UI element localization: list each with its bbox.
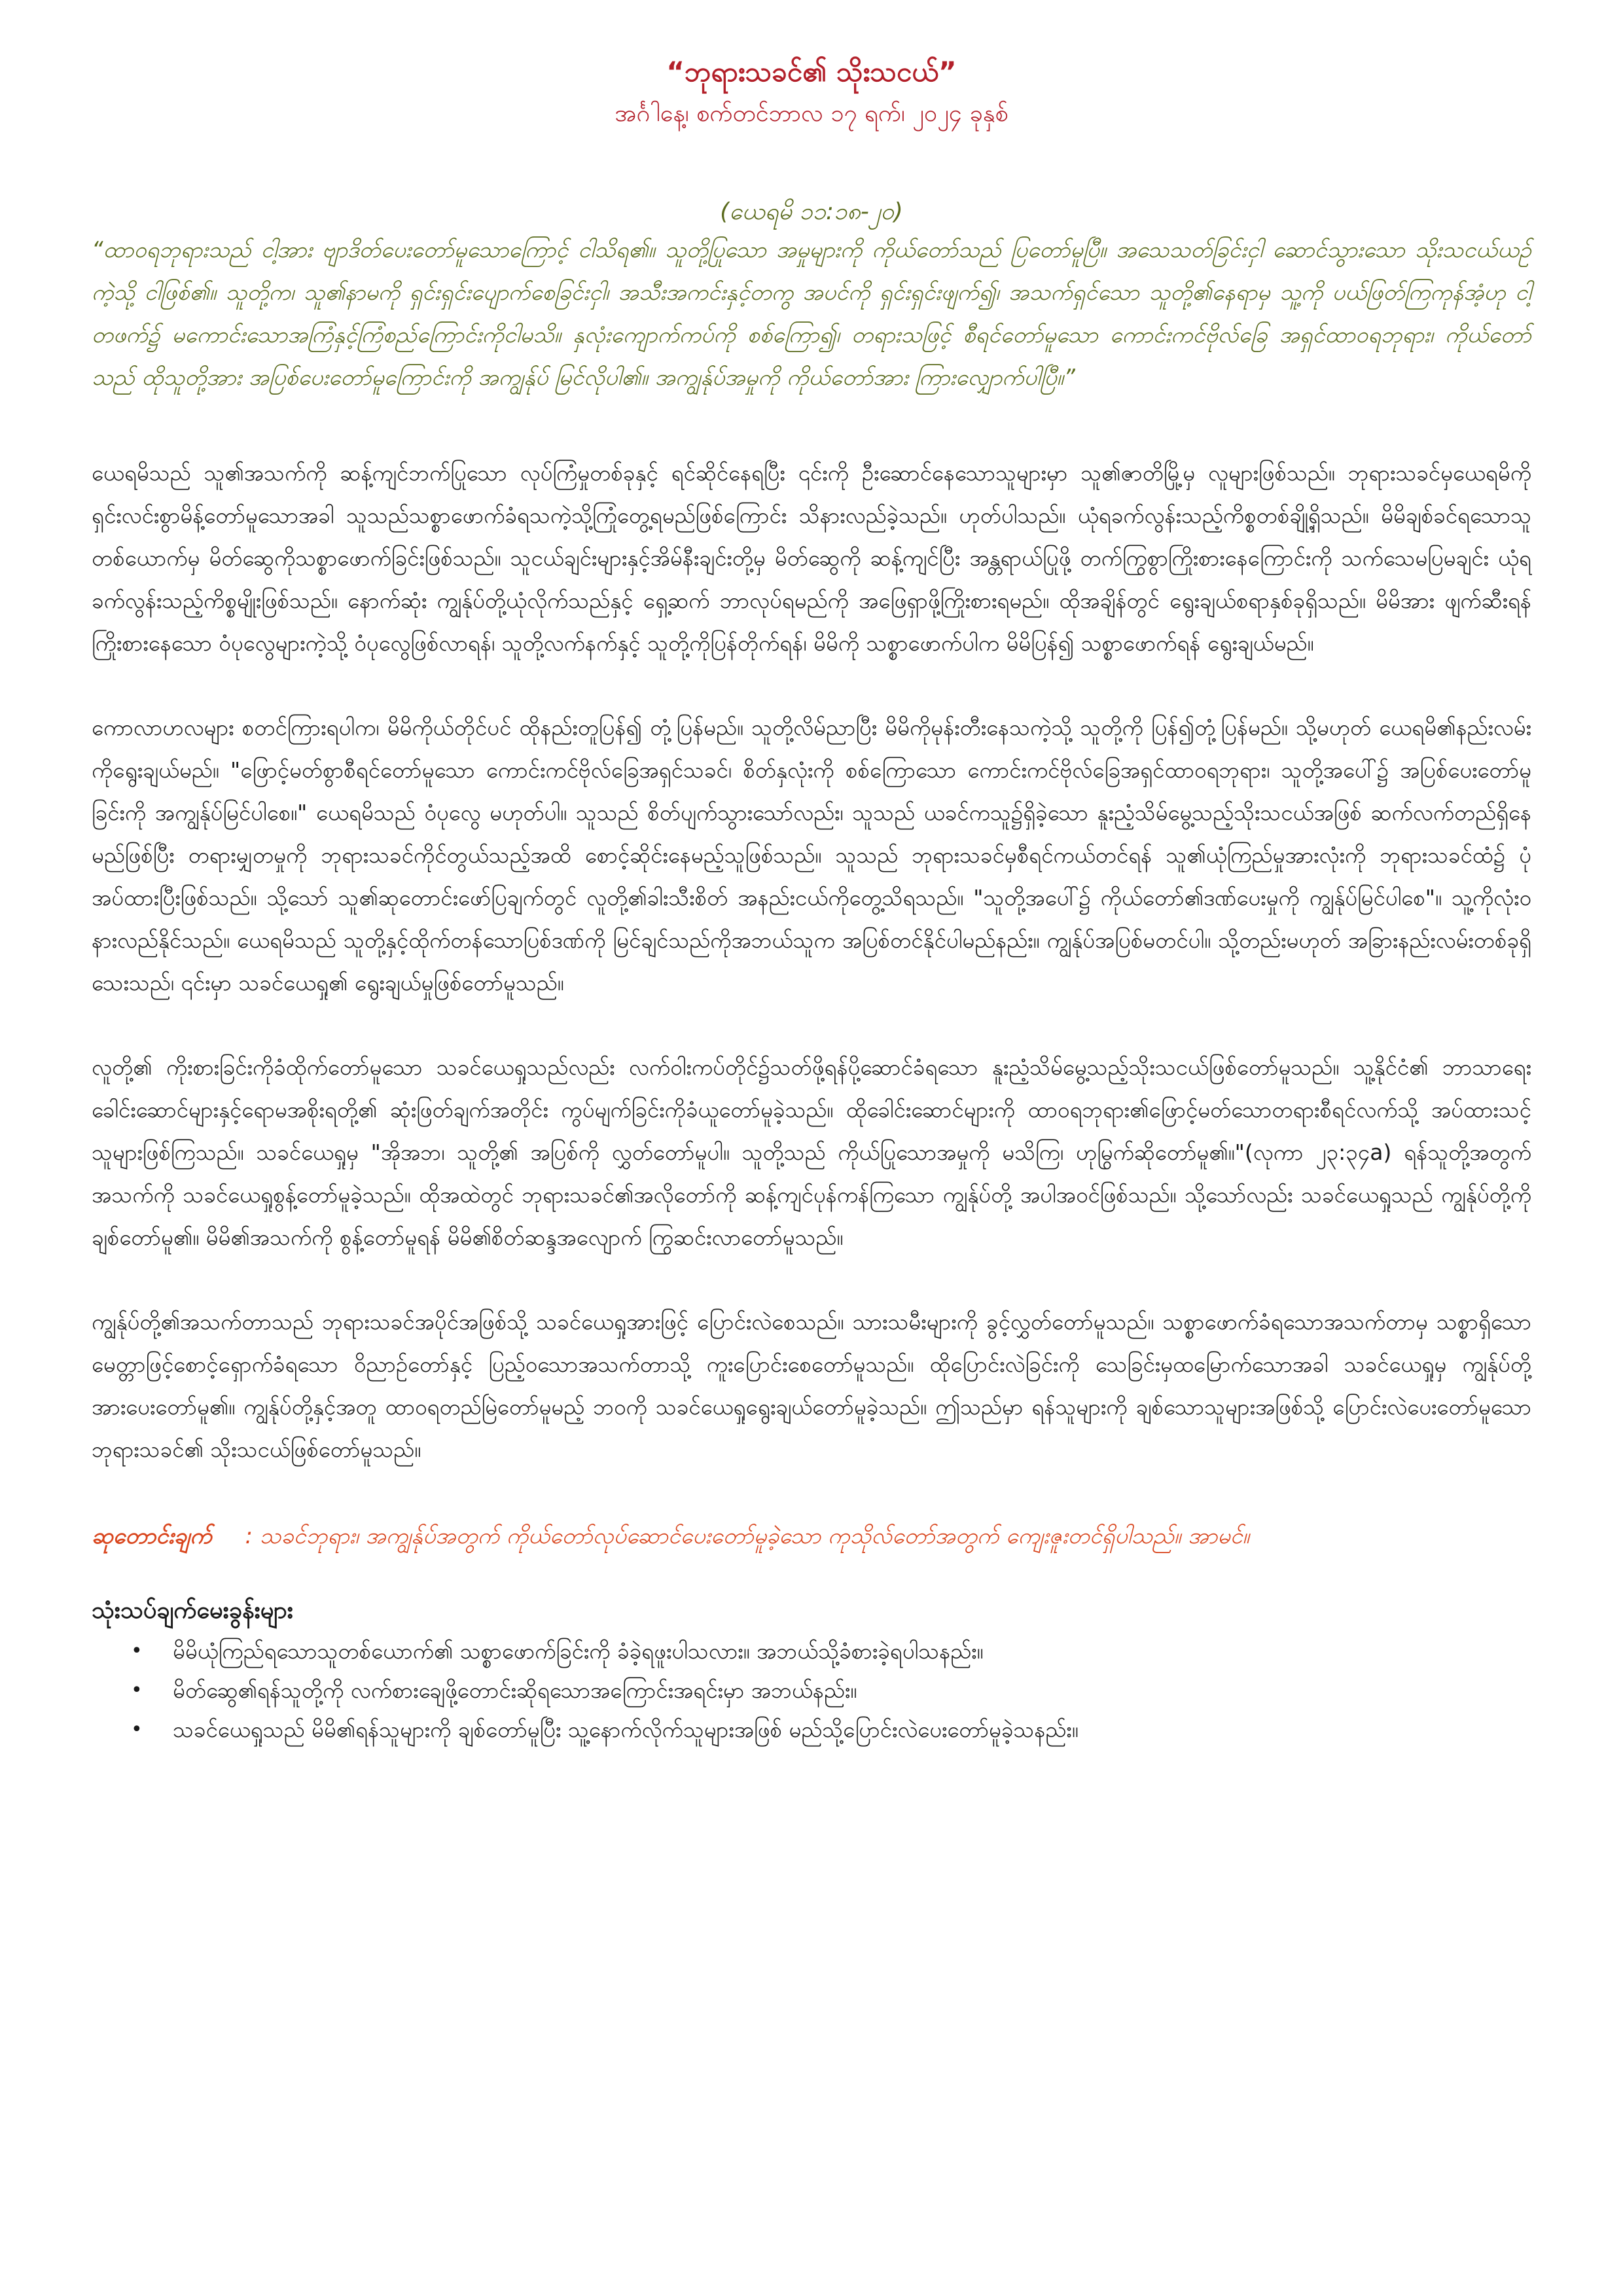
scripture-reference: (ယေရမိ ၁၁:၁၈-၂၀) [720, 198, 903, 225]
list-item [131, 1632, 1531, 1671]
page-title: “ဘုရားသခင်၏ သိုးသငယ်” [666, 56, 957, 88]
scripture-passage: “ထာဝရဘုရားသည် ငါ့အား ဗျာဒိတ်ပေးတော်မူသောကြောင့် ငါသိရ၏။ သူတို့ပြုသော အမှုများကို ကိုယ်တော်သည် ပြတော်မူပြီ။ အသေသတ်ခြင်းငှါ ဆောင်သွားသော သိုးသငယ်ယဉ်ကဲ့သို့ ငါဖြစ်၏။ သူတို့က၊ သူ၏နာမကို ရှင်းရှင်းပျောက်စေခြင်းငှါ၊ အသီးအကင်းနှင့်တကွ အပင်ကို ရှင်းရှင်းဖျက်၍၊ အသက်ရှင်သော သူတို့၏နေရာမှ သူ့ကို ပယ်ဖြတ်ကြကုန်အံ့ဟု ငါ့တဖက်၌ မကောင်းသောအကြံနှင့်ကြံစည်ကြောင်းကိုငါမသိ။ နှလုံးကျောက်ကပ်ကို စစ်ကြော၍၊ တရားသဖြင့် စီရင်တော်မူသော ကောင်းကင်ဗိုလ်ခြေ အရှင်ထာဝရဘုရား၊ ကိုယ်တော်သည် ထိုသူတို့အား အပြစ်ပေးတော်မူကြောင်းကို အကျွန်ုပ် မြင်လိုပါ၏။ အကျွန်ုပ်အမှုကို ကိုယ်တော်အား ကြားလျှောက်ပါပြီ။” [92, 237, 1531, 391]
body-paragraph-1: ယေရမိသည် သူ၏အသက်ကို ဆန့်ကျင်ဘက်ပြုသော လုပ်ကြံမှုတစ်ခုနှင့် ရင်ဆိုင်နေရပြီး ၎င်းကို ဦးဆောင်နေသောသူများမှာ သူ၏ဇာတိမြို့မှ လူများဖြစ်သည်။ ဘုရားသခင်မှယေရမိကို ရှင်းလင်းစွာမိန့်တော်မူသောအခါ သူသည်သစ္စာဖောက်ခံရသကဲ့သို့ကြုံတွေ့ရမည်ဖြစ်ကြောင်း သိနားလည်ခဲ့သည်။ ဟုတ်ပါသည်။ ယုံရခက်လွန်းသည့်ကိစ္စတစ်ချို့ရှိသည်။ မိမိချစ်ခင်ရသောသူတစ်ယောက်မှ မိတ်ဆွေကိုသစ္စာဖောက်ခြင်းဖြစ်သည်။ သူငယ်ချင်းများနှင့်အိမ်နီးချင်းတို့မှ မိတ်ဆွေကို ဆန့်ကျင်ပြီး အန္တရာယ်ပြုဖို့ တက်ကြွစွာကြိုးစားနေကြောင်းကို သက်သေမပြမချင်း ယုံရခက်လွန်းသည့်ကိစ္စမျိုးဖြစ်သည်။ နောက်ဆုံး ကျွန်ုပ်တို့ယုံလိုက်သည်နှင့် ရှေ့ဆက် ဘာလုပ်ရမည်ကို အဖြေရှာဖို့ကြိုးစားရမည်။ ထိုအချိန်တွင် ရွေးချယ်စရာနှစ်ခုရှိသည်။ မိမိအား ဖျက်ဆီးရန် ကြိုးစားနေသော ဝံပုလွေများကဲ့သို့ ဝံပုလွေဖြစ်လာရန်၊ သူတို့လက်နက်နှင့် သူတို့ကိုပြန်တိုက်ရန်၊ မိမိကို သစ္စာဖောက်ပါက မိမိပြန်၍ သစ္စာဖောက်ရန် ရွေးချယ်မည်။ [92, 460, 1531, 656]
prayer-text: : သခင်ဘုရား၊ အကျွန်ုပ်အတွက် ကိုယ်တော်လုပ်ဆောင်ပေးတော်မူခဲ့သော ကုသိုလ်တော်အတွက် ကျေးဇူးတင်ရှိပါသည်။ အာမင်။ [245, 1523, 1250, 1549]
page-date: အင်္ဂါနေ့၊ စက်တင်ဘာလ ၁၇ ရက်၊ ၂၀၂၄ ခုနှစ် [615, 100, 1008, 127]
body-paragraph-3: လူတို့၏ ကိုးစားခြင်းကိုခံထိုက်တော်မူသော သခင်ယေရှုသည်လည်း လက်ဝါးကပ်တိုင်၌သတ်ဖို့ရန်ပို့ဆောင်ခံရသော နူးညံ့သိမ်မွေ့သည့်သိုးသငယ်ဖြစ်တော်မူသည်။ သူ့နိုင်ငံ၏ ဘာသာရေးခေါင်းဆောင်များနှင့်ရောမအစိုးရတို့၏ ဆုံးဖြတ်ချက်အတိုင်း ကွပ်မျက်ခြင်းကိုခံယူတော်မူခဲ့သည်။ ထိုခေါင်းဆောင်များကို ထာဝရဘုရား၏ဖြောင့်မတ်သောတရားစီရင်လက်သို့ အပ်ထားသင့်သူများဖြစ်ကြသည်။ သခင်ယေရှုမှ "အိုအဘ၊ သူတို့၏ အပြစ်ကို လွှတ်တော်မူပါ။ သူတို့သည် ကိုယ်ပြုသောအမှုကို မသိကြ၊ ဟုမြွက်ဆိုတော်မူ၏။"(လုကာ ၂၃:၃၄a) ရန်သူတို့အတွက် အသက်ကို သခင်ယေရှုစွန့်တော်မူခဲ့သည်။ ထိုအထဲတွင် ဘုရားသခင်၏အလိုတော်ကို ဆန့်ကျင်ပုန်ကန်ကြသော ကျွန်ုပ်တို့ အပါအဝင်ဖြစ်သည်။ သို့သော်လည်း သခင်ယေရှုသည် ကျွန်ုပ်တို့ကို ချစ်တော်မူ၏။ မိမိ၏အသက်ကို စွန့်တော်မူရန် မိမိ၏စိတ်ဆန္ဒအလျောက် ကြွဆင်းလာတော်မူသည်။ [92, 1054, 1531, 1250]
prayer-line [92, 1516, 1531, 1556]
prayer-label: ဆုတောင်းချက် [92, 1523, 212, 1549]
list-item [131, 1671, 1531, 1710]
reflection-questions-list [92, 1632, 1531, 1749]
question-text: သခင်ယေရှုသည် မိမိ၏ရန်သူများကို ချစ်တော်မူပြီး သူ့နောက်လိုက်သူများအဖြစ် မည်သို့ပြောင်းလဲပေးတော်မူခဲ့သနည်း။ [173, 1717, 1079, 1742]
reflection-questions-heading: သုံးသပ်ချက်မေးခွန်းများ [92, 1597, 293, 1624]
bullet-icon: • [131, 1640, 143, 1662]
question-text: မိမိယုံကြည်ရသောသူတစ်ယောက်၏ သစ္စာဖောက်ခြင်းကို ခံခဲ့ရဖူးပါသလား။ အဘယ်သို့ခံစားခဲ့ရပါသနည်း။ [173, 1638, 984, 1664]
question-text: မိတ်ဆွေ၏ရန်သူတို့ကို လက်စားချေဖို့တောင်းဆိုရသောအကြောင်းအရင်းမှာ အဘယ်နည်း။ [173, 1677, 857, 1703]
list-item [131, 1710, 1531, 1749]
body-paragraph-4: ကျွန်ုပ်တို့၏အသက်တာသည် ဘုရားသခင်အပိုင်အဖြစ်သို့ သခင်ယေရှုအားဖြင့် ပြောင်းလဲစေသည်။ သားသမီးများကို ခွင့်လွှတ်တော်မူသည်။ သစ္စာဖောက်ခံရသောအသက်တာမှ သစ္စာရှိသောမေတ္တာဖြင့်စောင့်ရှောက်ခံရသော ဝိညာဉ်တော်နှင့် ပြည့်ဝသောအသက်တာသို့ ကူးပြောင်းစေတော်မူသည်။ ထိုပြောင်းလဲခြင်းကို သေခြင်းမှထမြောက်သောအခါ သခင်ယေရှုမှ ကျွန်ုပ်တို့အားပေးတော်မူ၏။ ကျွန်ုပ်တို့နှင့်အတူ ထာဝရတည်မြဲတော်မူမည့် ဘဝကို သခင်ယေရှုရွေးချယ်တော်မူခဲ့သည်။ ဤသည်မှာ ရန်သူများကို ချစ်သောသူများအဖြစ်သို့ ပြောင်းလဲပေးတော်မူသော ဘုရားသခင်၏ သိုးသငယ်ဖြစ်တော်မူသည်။ [92, 1309, 1531, 1462]
body-paragraph-2: ကောလာဟလများ စတင်ကြားရပါက၊ မိမိကိုယ်တိုင်ပင် ထိုနည်းတူပြန်၍ တုံ့ပြန်မည်။ သူတို့လိမ်ညာပြီး မိမိကိုမုန်းတီးနေသကဲ့သို့ သူတို့ကို ပြန်၍တုံ့ပြန်မည်။ သို့မဟုတ် ယေရမိ၏နည်းလမ်းကိုရွေးချယ်မည်။ "ဖြောင့်မတ်စွာစီရင်တော်မူသော ကောင်းကင်ဗိုလ်ခြေအရှင်သခင်၊ စိတ်နှလုံးကို စစ်ကြောသော ကောင်းကင်ဗိုလ်ခြေအရှင်ထာဝရဘုရား၊ သူတို့အပေါ်၌ အပြစ်ပေးတော်မူခြင်းကို အကျွန်ုပ်မြင်ပါစေ။" ယေရမိသည် ဝံပုလွေ မဟုတ်ပါ။ သူသည် စိတ်ပျက်သွားသော်လည်း၊ သူသည် ယခင်ကသူ၌ရှိခဲ့သော နူးညံ့သိမ်မွေ့သည့်သိုးသငယ်အဖြစ် ဆက်လက်တည်ရှိနေမည်ဖြစ်ပြီး တရားမျှတမှုကို ဘုရားသခင်ကိုင်တွယ်သည့်အထိ စောင့်ဆိုင်းနေမည့်သူဖြစ်သည်။ သူသည် ဘုရားသခင်မှစီရင်ကယ်တင်ရန် သူ၏ယုံကြည်မှုအားလုံးကို ဘုရားသခင်ထံ၌ ပုံအပ်ထားပြီးဖြစ်သည်။ သို့သော် သူ၏ဆုတောင်းဖော်ပြချက်တွင် လူတို့၏ခါးသီးစိတ် အနည်းငယ်ကိုတွေ့သိရသည်။ "သူတို့အပေါ်၌ ကိုယ်တော်၏ဒဏ်ပေးမှုကို ကျွန်ုပ်မြင်ပါစေ"။ သူ့ကိုလုံးဝနားလည်နိုင်သည်။ ယေရမိသည် သူတို့နှင့်ထိုက်တန်သောပြစ်ဒဏ်ကို မြင်ချင်သည်ကိုအဘယ်သူက အပြစ်တင်နိုင်ပါမည်နည်း။ ကျွန်ုပ်အပြစ်မတင်ပါ။ သို့တည်းမဟုတ် အခြားနည်းလမ်းတစ်ခုရှိသေးသည်၊ ၎င်းမှာ သခင်ယေရှု၏ ရွေးချယ်မှုဖြစ်တော်မူသည်။ [92, 715, 1531, 996]
bullet-icon: • [131, 1679, 143, 1702]
bullet-icon: • [131, 1718, 143, 1741]
